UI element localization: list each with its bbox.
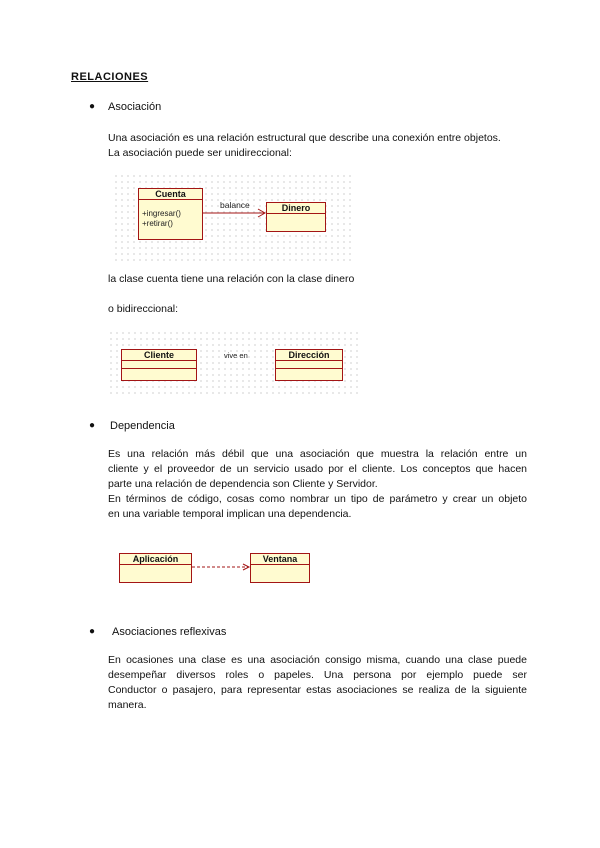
class-box-cuenta	[138, 188, 203, 240]
text-line: Es una relación más débil que una asociación que muestra la relación entre un	[108, 448, 527, 460]
bullet-dot: ●	[89, 420, 96, 431]
text-line: parte una relación de dependencia son Cliente y Servidor.	[108, 478, 378, 490]
class-name: Dirección	[276, 350, 342, 361]
asociacion-intro	[108, 131, 527, 161]
association-arrow	[203, 203, 269, 219]
text-line: cliente y el proveedor de un servicio usado por el cliente. Los conceptos que hacen	[108, 463, 527, 475]
class-operation: +retirar()	[142, 219, 173, 228]
class-name: Ventana	[251, 554, 309, 565]
class-name: Dinero	[267, 203, 325, 214]
bullet-dependencia	[89, 420, 289, 434]
class-name: Cliente	[122, 350, 196, 361]
dependency-arrow	[192, 561, 252, 573]
text-line: desempeñar diversos roles o papeles. Una persona por ejemplo puede ser	[108, 669, 527, 681]
class-compartment	[276, 361, 342, 369]
bullet-label: Dependencia	[110, 420, 175, 432]
page-title: RELACIONES	[71, 71, 149, 83]
class-name: Cuenta	[139, 189, 202, 200]
association-label: balance	[220, 200, 250, 210]
text-line: En términos de código, cosas como nombrar un tipo de parámetro y crear un objeto	[108, 493, 527, 505]
bidirectional-label	[108, 302, 527, 317]
class-operation: +ingresar()	[142, 209, 181, 218]
association-label: vive en	[224, 351, 248, 360]
text-line: Conductor o pasajero, para representar estas asociaciones se realiza de la siguiente	[108, 684, 527, 696]
bullet-dot: ●	[89, 626, 96, 637]
bullet-dot: ●	[89, 101, 96, 112]
class-name: Aplicación	[120, 554, 191, 565]
bullet-asociacion	[89, 101, 289, 115]
class-box-direccion	[275, 349, 343, 381]
class-box-ventana	[250, 553, 310, 583]
text-line: La asociación puede ser unidireccional:	[108, 147, 292, 159]
text-line: en una variable temporal implican una dependencia.	[108, 508, 352, 520]
diagram-unidirectional	[113, 173, 353, 265]
dependencia-paragraph	[108, 447, 527, 522]
text-line: manera.	[108, 699, 147, 711]
class-compartment	[122, 361, 196, 369]
bullet-reflexivas	[89, 626, 309, 640]
text-line: En ocasiones una clase es una asociación consigo misma, cuando una clase puede	[108, 654, 527, 666]
class-box-cliente	[121, 349, 197, 381]
reflexivas-paragraph	[108, 653, 527, 713]
text-line: la clase cuenta tiene una relación con la clase dinero	[108, 273, 355, 285]
diagram-bidirectional	[108, 330, 360, 398]
text-line: Una asociación es una relación estructural que describe una conexión entre objetos.	[108, 132, 501, 144]
class-box-aplicacion	[119, 553, 192, 583]
bullet-label: Asociaciones reflexivas	[112, 626, 227, 638]
bullet-label: Asociación	[108, 101, 162, 113]
class-box-dinero	[266, 202, 326, 232]
asociacion-explanation	[108, 272, 527, 287]
text-line: o bidireccional:	[108, 303, 179, 315]
diagram-dependency	[116, 547, 316, 585]
